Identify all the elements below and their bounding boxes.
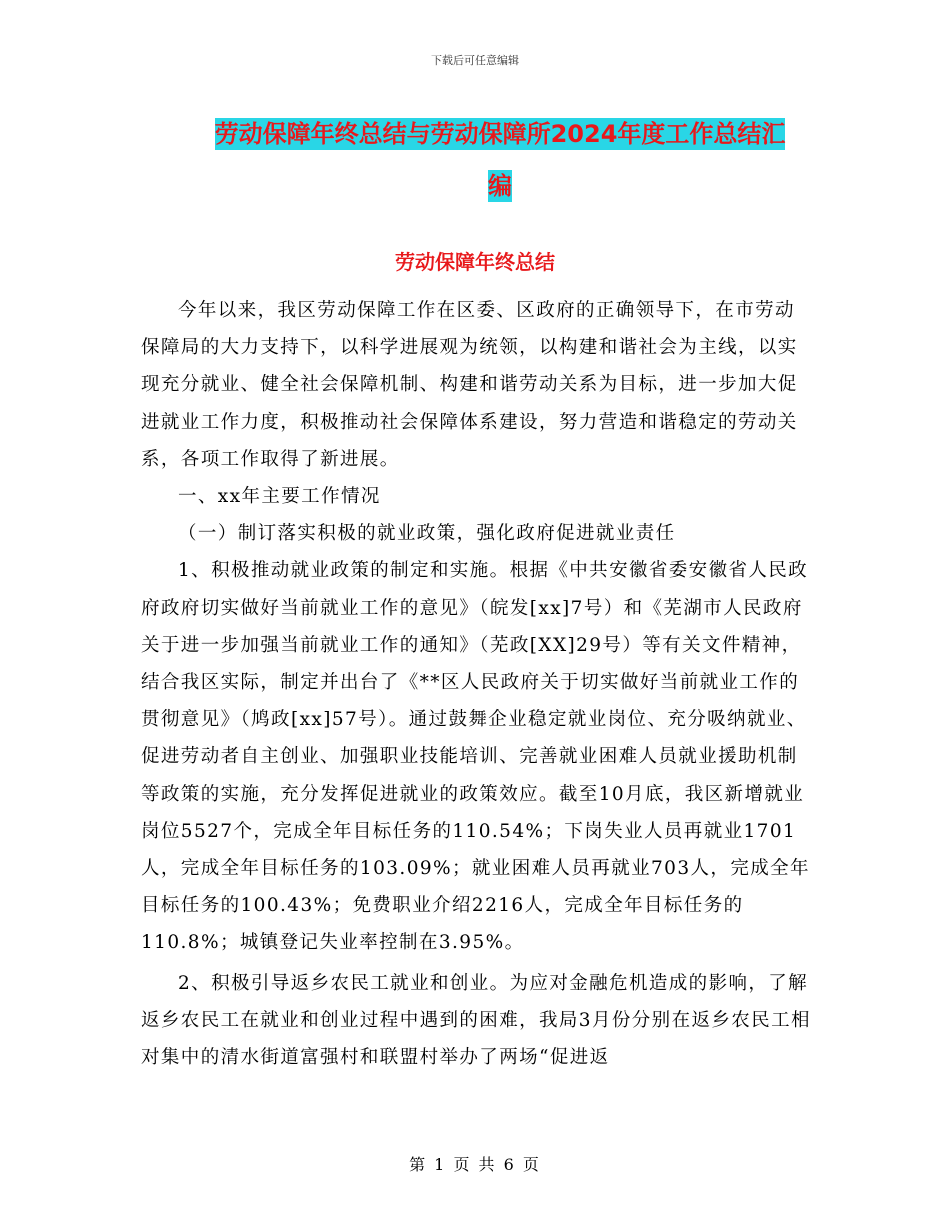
document-title-line1: 劳动保障年终总结与劳动保障所2024年度工作总结汇 bbox=[214, 120, 786, 148]
section-title: 劳动保障年终总结 bbox=[395, 250, 555, 274]
paragraph-intro: 今年以来，我区劳动保障工作在区委、区政府的正确领导下，在市劳动保障局的大力支持下，以科学进展观为统领，以构建和谐社会为主线，以实现充分就业、健全社会保障机制、构建和谐劳动关系为目标，进一步加大促进就业工作力度，积极推动社会保障体系建设，努力营造和谐稳定的劳动关系，各项工作取得了新进展。 bbox=[141, 300, 798, 470]
document-title bbox=[150, 108, 850, 212]
heading-main-work: 一、xx年主要工作情况 bbox=[178, 486, 381, 508]
document-title-line2: 编 bbox=[488, 172, 512, 200]
page-number: 第 1 页 共 6 页 bbox=[409, 1155, 541, 1174]
document-body bbox=[141, 292, 813, 1076]
paragraph-migrant-workers: 2、积极引导返乡农民工就业和创业。为应对金融危机造成的影响，了解返乡农民工在就业和创业过程中遇到的困难，我局3月份分别在返乡农民工相对集中的清水街道富强村和联盟村举办了两场“促进返 bbox=[141, 972, 811, 1069]
paragraph-policy-implementation: 1、积极推动就业政策的制定和实施。根据《中共安徽省委安徽省人民政府政府切实做好当前就业工作的意见》（皖发[xx]7号）和《芜湖市人民政府关于进一步加强当前就业工作的通知》（芜政[XX]29号）等有关文件精神，结合我区实际，制定并出台了《**区人民政府关于切实做好当前就业工作的贯彻意见》（鸠政[xx]57号）。通过鼓舞企业稳定就业岗位、充分吸纳就业、促进劳动者自主创业、加强职业技能培训、完善就业困难人员就业援助机制等政策的实施，充分发挥促进就业的政策效应。截至10月底，我区新增就业岗位5527个，完成全年目标任务的110.54%；下岗失业人员再就业1701人，完成全年目标任务的103.09%；就业困难人员再就业703人，完成全年目标任务的100.43%；免费职业介绍2216人，完成全年目标任务的110.8%；城镇登记失业率控制在3.95%。 bbox=[141, 560, 810, 954]
header-note: 下载后可任意编辑 bbox=[431, 54, 519, 67]
subheading-employment-policy: （一）制订落实积极的就业政策，强化政府促进就业责任 bbox=[178, 523, 676, 545]
